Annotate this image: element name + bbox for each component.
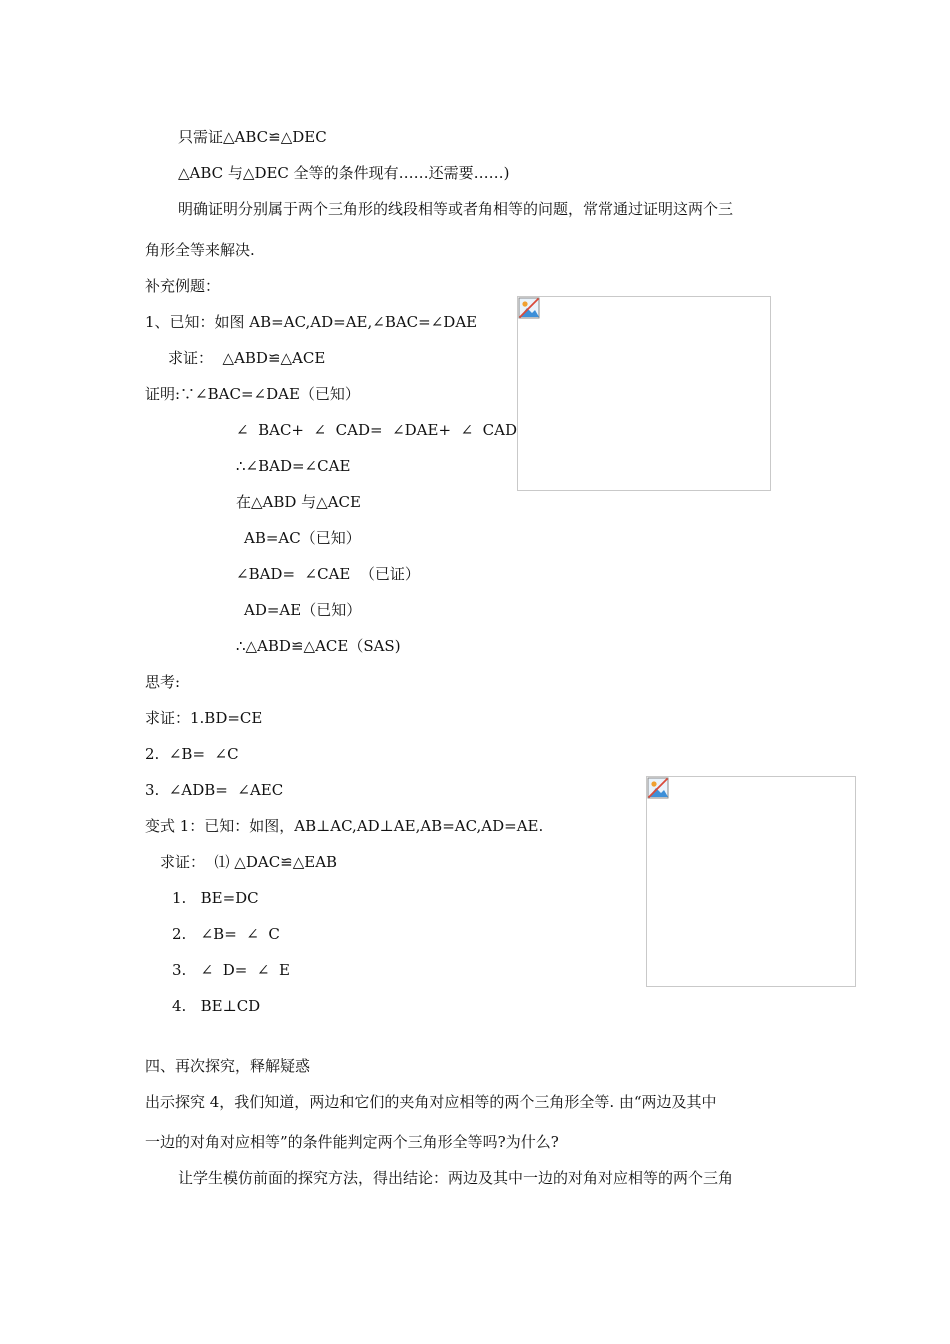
text-line: 2. ∠B= ∠C [145,745,239,763]
list-item: 4. BE⊥CD [172,997,261,1015]
variant-given: 变式 1：已知：如图，AB⊥AC,AD⊥AE,AB=AC,AD=AE. [145,817,544,835]
text-line: 求证：1.BD=CE [145,709,263,727]
broken-image-icon [647,777,669,799]
proof-line: ∴∠BAD=∠CAE [236,457,351,475]
proof-line: ∠BAD= ∠CAE （已证） [236,565,420,583]
text-line: 明确证明分别属于两个三角形的线段相等或者角相等的问题，常常通过证明这两个三 [178,200,734,218]
text-line: 一边的对角对应相等”的条件能判定两个三角形全等吗?为什么? [145,1133,559,1151]
proof-line: 在△ABD 与△ACE [236,493,361,511]
example-given: 1、已知：如图 AB=AC,AD=AE,∠BAC=∠DAE [145,313,478,331]
list-item: 1. BE=DC [172,889,259,907]
text-line: 只需证△ABC≌△DEC [178,128,327,146]
section-label: 补充例题： [145,277,221,295]
proof-line: ∠ BAC+ ∠ CAD= ∠DAE+ ∠ CAD [236,421,518,439]
variant-prove: 求证： ⑴ △DAC≌△EAB [160,853,338,871]
proof-line: AB=AC（已知） [244,529,361,547]
section-heading: 四、再次探究，释解疑惑 [145,1057,311,1075]
broken-image-icon [518,297,540,319]
text-line: 角形全等来解决. [145,241,255,259]
text-line: △ABC 与△DEC 全等的条件现有……还需要……) [178,164,510,182]
text-line: 出示探究 4，我们知道，两边和它们的夹角对应相等的两个三角形全等. 由“两边及其中 [145,1093,717,1111]
figure-1 [517,296,771,491]
example-prove: 求证： △ABD≌△ACE [168,349,326,367]
text-line: 3. ∠ADB= ∠AEC [145,781,284,799]
list-item: 2. ∠B= ∠ C [172,925,280,943]
text-line: 让学生模仿前面的探究方法，得出结论：两边及其中一边的对角对应相等的两个三角 [178,1169,734,1187]
figure-2 [646,776,856,987]
proof-line: 证明:∵∠BAC=∠DAE（已知） [145,385,360,403]
proof-conclusion: ∴△ABD≌△ACE（SAS) [236,637,401,655]
section-label: 思考: [145,673,181,691]
list-item: 3. ∠ D= ∠ E [172,961,290,979]
proof-line: AD=AE（已知） [244,601,362,619]
